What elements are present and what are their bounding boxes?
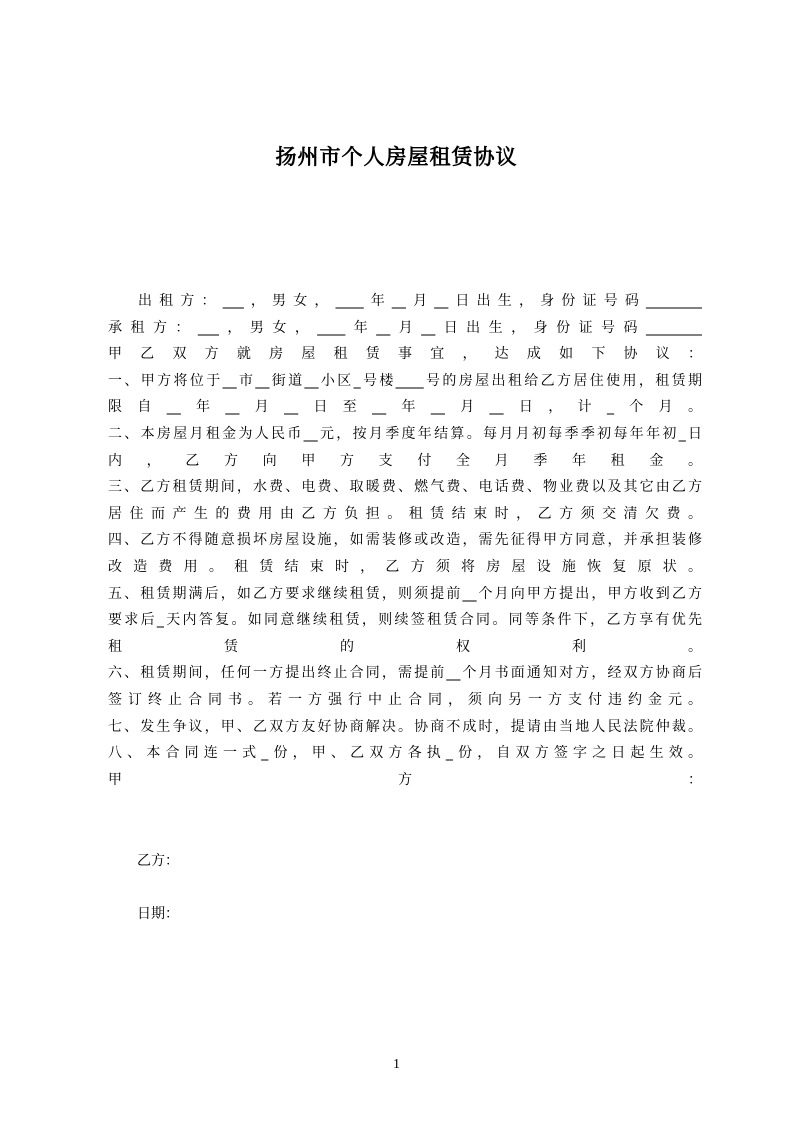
clause-1-line-2: 限自__年__月__日至__年__月__日，计_个月。 xyxy=(108,399,702,416)
clause-3-line-2: 居住而产生的费用由乙方负担。租赁结束时，乙方须交清欠费。 xyxy=(108,505,702,522)
clause-3-line-1: 三、乙方租赁期间，水费、电费、取暖费、燃气费、电话费、物业费以及其它由乙方 xyxy=(108,479,702,496)
lessee-line: 承租方：___，男女，____年__月__日出生，身份证号码________ xyxy=(108,319,702,336)
page-number: 1 xyxy=(393,1057,400,1072)
clause-2-line-1: 二、本房屋月租金为人民币__元，按月季度年结算。每月月初每季季初每年年初_日 xyxy=(108,425,702,442)
clause-4-line-2: 改造费用。租赁结束时，乙方须将房屋设施恢复原状。 xyxy=(108,558,702,575)
document-title: 扬州市个人房屋租赁协议 xyxy=(275,145,518,169)
date-label: 日期： xyxy=(137,906,179,922)
party-b-label: 乙方： xyxy=(137,853,179,869)
clause-5-line-3: 租赁的权利。 xyxy=(108,638,702,655)
clause-4-line-1: 四、乙方不得随意损坏房屋设施，如需装修或改造，需先征得甲方同意，并承担装修 xyxy=(108,532,702,549)
clause-1-line-1: 一、甲方将位于__市__街道__小区_号楼____号的房屋出租给乙方居住使用，租赁期 xyxy=(108,372,702,389)
clause-5-line-2: 要求后_天内答复。如同意继续租赁，则续签租赁合同。同等条件下，乙方享有优先 xyxy=(108,612,702,629)
clause-7-line: 七、发生争议，甲、乙双方友好协商解决。协商不成时，提请由当地人民法院仲裁。 xyxy=(108,718,702,735)
party-a-signature-line: 甲方： xyxy=(108,771,702,788)
lessor-line: 出租方：___，男女，____年__月__日出生，身份证号码________ xyxy=(138,293,702,309)
clause-8-line: 八、本合同连一式_份，甲、乙双方各执_份，自双方签字之日起生效。 xyxy=(108,745,702,762)
clause-6-line-2: 签订终止合同书。若一方强行中止合同，须向另一方支付违约金元。 xyxy=(108,691,702,708)
agreement-body xyxy=(108,288,702,793)
clause-5-line-1: 五、租赁期满后，如乙方要求继续租赁，则须提前__个月向甲方提出，甲方收到乙方 xyxy=(108,585,702,602)
clause-6-line-1: 六、租赁期间，任何一方提出终止合同，需提前__个月书面通知对方，经双方协商后 xyxy=(108,665,702,682)
agreement-intro-line: 甲乙双方就房屋租赁事宜，达成如下协议： xyxy=(108,346,702,363)
clause-2-line-2: 内，乙方向甲方支付全月季年租金。 xyxy=(108,452,702,469)
